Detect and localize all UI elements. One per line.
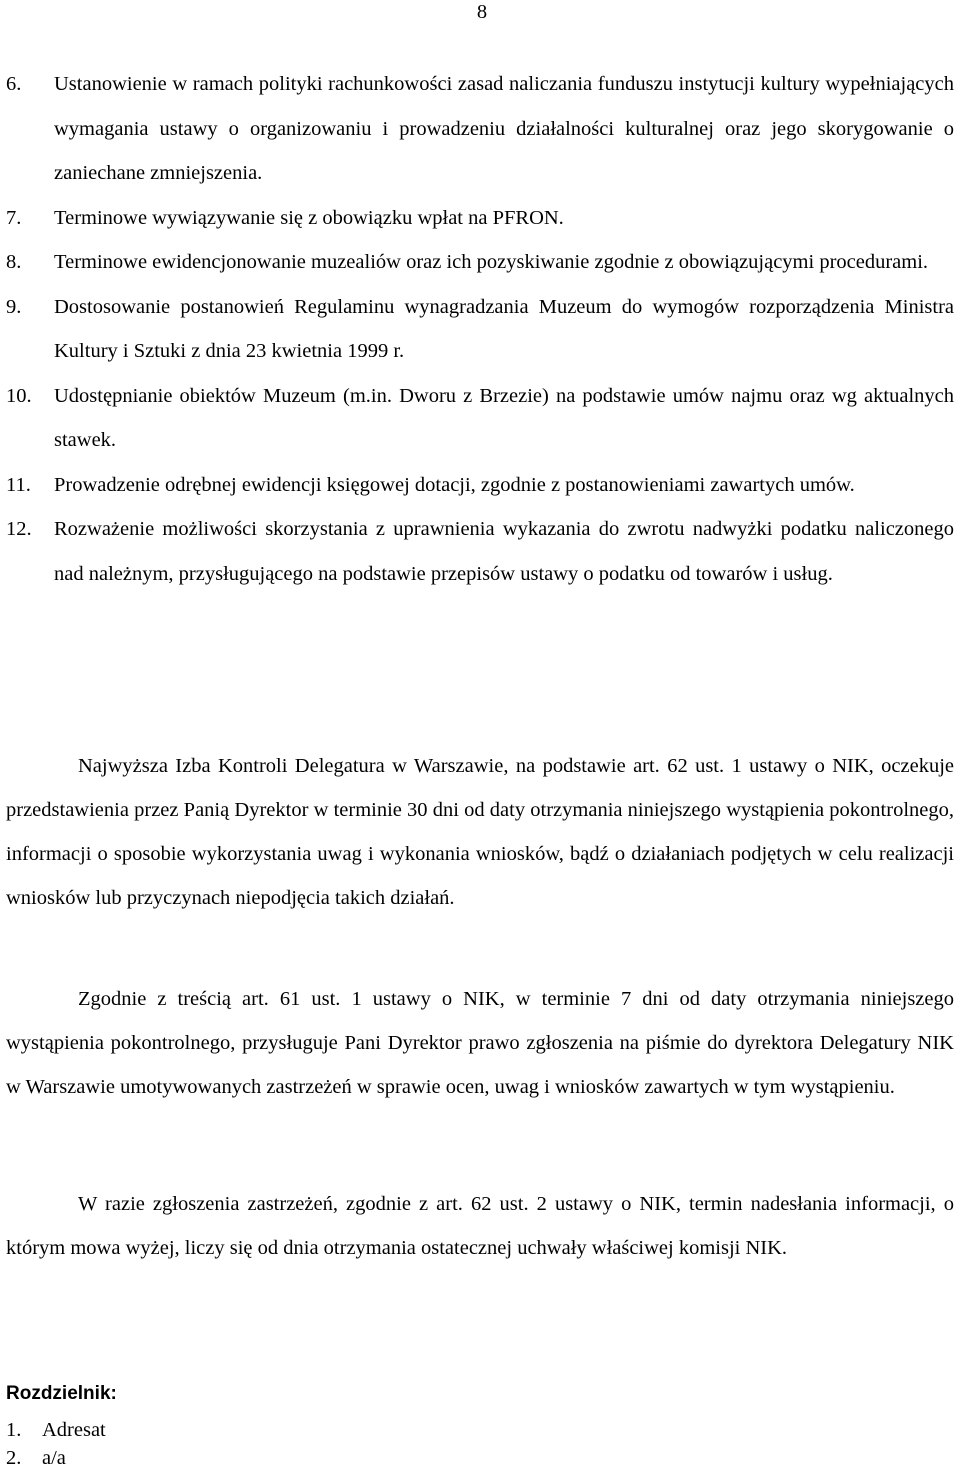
- distribution-item-number: 1.: [6, 1419, 22, 1441]
- recommendations-list: [6, 62, 954, 596]
- distribution-item-number: 2.: [6, 1447, 22, 1469]
- distribution-list: [6, 1416, 606, 1472]
- list-item-number: 6.: [6, 73, 22, 95]
- list-item-number: 9.: [6, 295, 22, 318]
- paragraph-deadline-info: W razie zgłoszenia zastrzeżeń, zgodnie z art. 62 ust. 2 ustawy o NIK, termin nadesłania informacji, o którym mowa wyżej, liczy się od dnia otrzymania ostatecznej uchwały właściwej komisji NIK.: [6, 1193, 954, 1259]
- list-item: [6, 62, 954, 196]
- paragraph-objection-right: Zgodnie z treścią art. 61 ust. 1 ustawy o NIK, w terminie 7 dni od daty otrzymania niniejszego wystąpienia pokontrolnego, przysługuje Pani Dyrektor prawo zgłoszenia na piśmie do dyrektora Delegatury NIK w Warszawie umotywowanych zastrzeżeń w sprawie ocen, uwag i wniosków zawartych w tym wystąpieniu.: [6, 988, 954, 1098]
- paragraph-nik-expectation: Najwyższa Izba Kontroli Delegatura w Warszawie, na podstawie art. 62 ust. 1 ustawy o NIK, oczekuje przedstawienia przez Panią Dyrektor w terminie 30 dni od daty otrzymania niniejszego wystąpienia pokontrolnego, informacji o sposobie wykorzystania uwag i wykonania wniosków, bądź o działaniach podjętych w celu realizacji wniosków lub przyczynach niepodjęcia takich działań.: [6, 755, 954, 909]
- list-item: [6, 240, 954, 285]
- list-item: [6, 285, 954, 374]
- distribution-item-text: Adresat: [42, 1419, 106, 1441]
- list-item-number: 7.: [6, 206, 22, 229]
- list-item: [6, 507, 954, 596]
- page-number: 8: [476, 1, 488, 23]
- distribution-list-section: [6, 1380, 606, 1472]
- list-item-text: Rozważenie możliwości skorzystania z uprawnienia wykazania do zwrotu nadwyżki podatku naliczonego nad należnym, przysługującego na podstawie przepisów ustawy o podatku od towarów i usług.: [54, 518, 954, 585]
- list-item: [6, 463, 954, 508]
- distribution-item: [6, 1416, 606, 1444]
- list-item-number: 12.: [6, 518, 32, 540]
- list-item-text: Terminowe ewidencjonowanie muzealiów oraz ich pozyskiwanie zgodnie z obowiązującymi procedurami.: [54, 251, 929, 273]
- list-item-text: Dostosowanie postanowień Regulaminu wynagradzania Muzeum do wymogów rozporządzenia Ministra Kultury i Sztuki z dnia 23 kwietnia 1999 r.: [54, 295, 954, 362]
- distribution-title: Rozdzielnik:: [6, 1383, 117, 1404]
- distribution-item-text: a/a: [42, 1447, 66, 1469]
- list-item-number: 11.: [6, 473, 31, 496]
- list-item-text: Terminowe wywiązywanie się z obowiązku wpłat na PFRON.: [54, 206, 564, 229]
- list-item-text: Udostępnianie obiektów Muzeum (m.in. Dworu z Brzezie) na podstawie umów najmu oraz wg aktualnych stawek.: [54, 384, 954, 451]
- list-item-text: Ustanowienie w ramach polityki rachunkowości zasad naliczania funduszu instytucji kultury wypełniających wymagania ustawy o organizowaniu i prowadzeniu działalności kulturalnej oraz jego skorygowanie o zaniechane zmniejszenia.: [54, 73, 954, 184]
- list-item-number: 10.: [6, 384, 32, 407]
- list-item-text: Prowadzenie odrębnej ewidencji księgowej dotacji, zgodnie z postanowieniami zawartych umów.: [54, 473, 855, 496]
- list-item-number: 8.: [6, 251, 22, 273]
- list-item: [6, 196, 954, 241]
- distribution-item: [6, 1444, 606, 1472]
- list-item: [6, 374, 954, 463]
